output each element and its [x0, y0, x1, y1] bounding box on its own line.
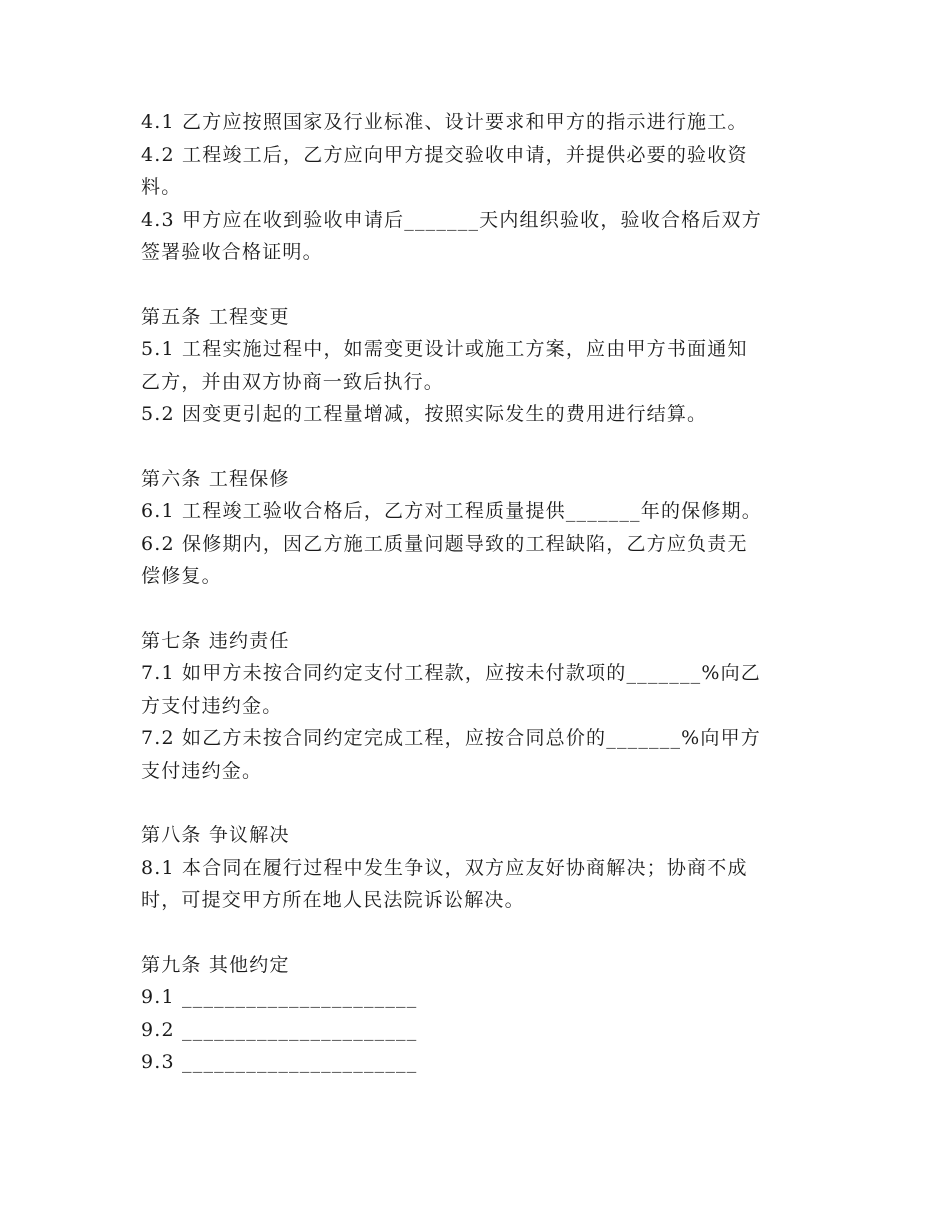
contract-page — [141, 106, 821, 1079]
clause-7-2-cont: 支付违约金。 — [141, 759, 263, 782]
clause-9-3: 9.3 ______________________ — [141, 1051, 418, 1073]
clause-4-2-cont: 料。 — [141, 176, 182, 198]
clause-8-1: 8.1 本合同在履行过程中发生争议，双方应友好协商解决；协商不成 — [141, 856, 748, 879]
spacer — [141, 917, 821, 949]
spacer — [141, 593, 821, 625]
clause-7-2: 7.2 如乙方未按合同约定完成工程，应按合同总价的_______%向甲方 — [141, 727, 762, 749]
spacer — [141, 787, 821, 819]
spacer — [141, 269, 821, 301]
section-5 — [141, 301, 821, 431]
section-6-heading: 第六条 工程保修 — [141, 467, 290, 490]
clause-9-2: 9.2 ______________________ — [141, 1018, 418, 1041]
spacer — [141, 431, 821, 463]
section-9-heading: 第九条 其他约定 — [141, 953, 290, 976]
clause-7-1: 7.1 如甲方未按合同约定支付工程款，应按未付款项的_______%向乙 — [141, 662, 762, 684]
clause-4-3: 4.3 甲方应在收到验收申请后_______天内组织验收，验收合格后双方 — [141, 208, 762, 231]
section-5-heading: 第五条 工程变更 — [141, 305, 290, 328]
clause-4-3-cont: 签署验收合格证明。 — [141, 241, 323, 263]
section-8-heading: 第八条 争议解决 — [141, 824, 290, 846]
clause-8-1-cont: 时，可提交甲方所在地人民法院诉讼解决。 — [141, 889, 525, 911]
section-7-heading: 第七条 违约责任 — [141, 629, 290, 652]
clause-6-1: 6.1 工程竣工验收合格后，乙方对工程质量提供_______年的保修期。 — [141, 500, 762, 522]
clause-4-1: 4.1 乙方应按照国家及行业标准、设计要求和甲方的指示进行施工。 — [141, 111, 748, 133]
clause-9-1: 9.1 ______________________ — [141, 986, 418, 1008]
clause-4-2: 4.2 工程竣工后，乙方应向甲方提交验收申请，并提供必要的验收资 — [141, 143, 748, 166]
clause-6-2-cont: 偿修复。 — [141, 565, 222, 587]
section-9 — [141, 949, 821, 1079]
clause-6-2: 6.2 保修期内，因乙方施工质量问题导致的工程缺陷，乙方应负责无 — [141, 532, 748, 555]
section-7 — [141, 625, 821, 788]
clause-5-2: 5.2 因变更引起的工程量增减，按照实际发生的费用进行结算。 — [141, 403, 708, 425]
section-8 — [141, 819, 821, 917]
clause-5-1-cont: 乙方，并由双方协商一致后执行。 — [141, 370, 445, 393]
section-6 — [141, 463, 821, 593]
clause-5-1: 5.1 工程实施过程中，如需变更设计或施工方案，应由甲方书面通知 — [141, 338, 748, 360]
section-4-clauses — [141, 106, 821, 269]
clause-7-1-cont: 方支付违约金。 — [141, 694, 283, 717]
